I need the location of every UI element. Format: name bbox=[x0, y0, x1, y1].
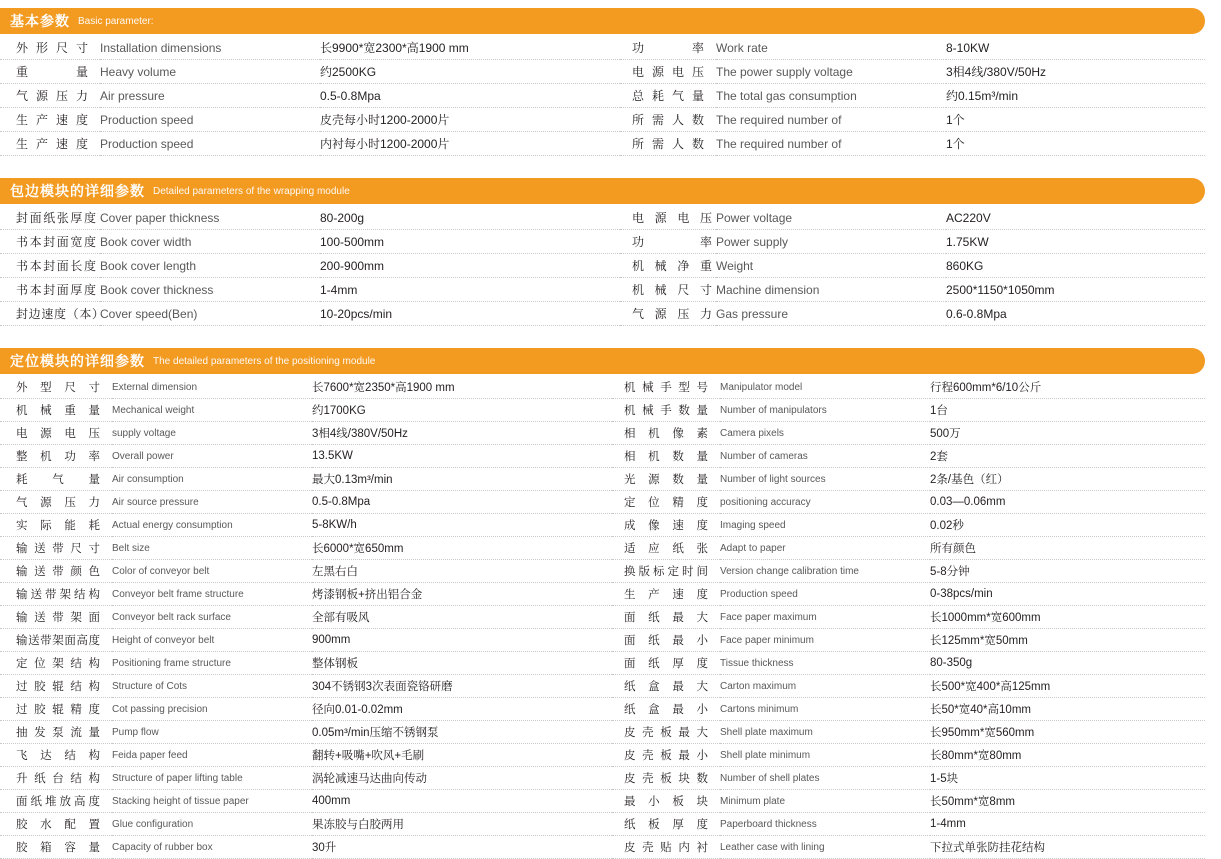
row-label-en: Cartons minimum bbox=[720, 698, 930, 721]
section-header-positioning bbox=[0, 348, 1205, 374]
row-label-en: Adapt to paper bbox=[720, 537, 930, 560]
row-value: 2套 bbox=[930, 445, 1205, 468]
row-label-en: Paperboard thickness bbox=[720, 813, 930, 836]
row-label-cn: 定位精度 bbox=[624, 497, 708, 509]
row-label-cn: 实际能耗 bbox=[16, 520, 100, 532]
table-row bbox=[0, 422, 1205, 445]
row-label-cn: 纸盒最小 bbox=[624, 704, 708, 716]
row-value: 烤漆钢板+挤出铝合金 bbox=[312, 583, 612, 606]
params-table-wrapping bbox=[0, 206, 1205, 326]
row-label-en: supply voltage bbox=[112, 422, 312, 445]
row-label-cn: 气源压力 bbox=[16, 497, 100, 509]
row-label-en: Air source pressure bbox=[112, 491, 312, 514]
row-value: 左黑右白 bbox=[312, 560, 612, 583]
row-value: 涡轮减速马达曲向传动 bbox=[312, 767, 612, 790]
table-row bbox=[0, 629, 1205, 652]
row-value: 80-350g bbox=[930, 652, 1205, 675]
table-row bbox=[0, 468, 1205, 491]
row-label-cn: 书本封面长度 bbox=[16, 259, 96, 273]
table-row bbox=[0, 813, 1205, 836]
row-label-en: Leather case with lining bbox=[720, 836, 930, 859]
row-label-cn: 机械手数量 bbox=[624, 405, 708, 417]
row-label-en: Conveyor belt frame structure bbox=[112, 583, 312, 606]
row-value: 0.5-0.8Mpa bbox=[320, 84, 620, 108]
row-label-en: Pump flow bbox=[112, 721, 312, 744]
row-label-en: Capacity of rubber box bbox=[112, 836, 312, 859]
row-label-cn: 光源数量 bbox=[624, 474, 708, 486]
row-value: 约1700KG bbox=[312, 399, 612, 422]
row-label-cn: 电源电压 bbox=[632, 211, 712, 225]
table-row bbox=[0, 514, 1205, 537]
row-label-en: Power supply bbox=[716, 230, 946, 254]
row-label-en: Actual energy consumption bbox=[112, 514, 312, 537]
row-value: 整体钢板 bbox=[312, 652, 612, 675]
row-label-cn: 过胶辊结构 bbox=[16, 681, 100, 693]
row-value: 下拉式单张防挂花结构 bbox=[930, 836, 1205, 859]
table-row bbox=[0, 675, 1205, 698]
row-value: 长950mm*宽560mm bbox=[930, 721, 1205, 744]
section-title-cn: 定位模块的详细参数 bbox=[10, 353, 145, 369]
row-label-cn: 功 率 bbox=[632, 235, 712, 249]
row-value: 1个 bbox=[946, 132, 1205, 156]
row-label-cn: 适应纸张 bbox=[624, 543, 708, 555]
row-label-en: Air pressure bbox=[100, 84, 320, 108]
row-label-en: Height of conveyor belt bbox=[112, 629, 312, 652]
row-value: 5-8KW/h bbox=[312, 514, 612, 537]
row-label-cn: 定位架结构 bbox=[16, 658, 100, 670]
row-value: 0-38pcs/min bbox=[930, 583, 1205, 606]
row-label-cn: 所需人数 bbox=[632, 113, 704, 127]
row-value: 0.05m³/min压缩不锈钢泵 bbox=[312, 721, 612, 744]
row-label-en: Installation dimensions bbox=[100, 36, 320, 60]
table-row bbox=[0, 606, 1205, 629]
row-value: 长6000*宽650mm bbox=[312, 537, 612, 560]
row-label-en: Number of light sources bbox=[720, 468, 930, 491]
row-label-cn: 书本封面厚度 bbox=[16, 283, 96, 297]
row-label-cn: 面纸堆放高度 bbox=[16, 796, 100, 808]
row-value: 约0.15m³/min bbox=[946, 84, 1205, 108]
spec-sheet-page bbox=[0, 8, 1221, 859]
row-value: 1-5块 bbox=[930, 767, 1205, 790]
row-label-cn: 耗气量 bbox=[16, 474, 100, 486]
row-value: 0.03—0.06mm bbox=[930, 491, 1205, 514]
row-label-en: Work rate bbox=[716, 36, 946, 60]
row-label-cn: 纸板厚度 bbox=[624, 819, 708, 831]
row-label-en: The required number of bbox=[716, 132, 946, 156]
row-label-cn: 皮壳板最大 bbox=[624, 727, 708, 739]
row-value: 长80mm*宽80mm bbox=[930, 744, 1205, 767]
table-row bbox=[0, 491, 1205, 514]
row-value: 长1000mm*宽600mm bbox=[930, 606, 1205, 629]
section-title-cn: 包边模块的详细参数 bbox=[10, 183, 145, 199]
section-header-wrapping bbox=[0, 178, 1205, 204]
row-label-en: Book cover width bbox=[100, 230, 320, 254]
row-label-en: Machine dimension bbox=[716, 278, 946, 302]
row-label-en: The total gas consumption bbox=[716, 84, 946, 108]
row-value: 0.5-0.8Mpa bbox=[312, 491, 612, 514]
row-label-cn: 功 率 bbox=[632, 41, 704, 55]
row-label-en: Power voltage bbox=[716, 206, 946, 230]
row-label-en: Overall power bbox=[112, 445, 312, 468]
row-label-en: Glue configuration bbox=[112, 813, 312, 836]
table-row bbox=[0, 583, 1205, 606]
row-label-en: Cover speed(Ben) bbox=[100, 302, 320, 326]
row-value: 最大0.13m³/min bbox=[312, 468, 612, 491]
row-label-cn: 机械尺寸 bbox=[632, 283, 712, 297]
row-value: 8-10KW bbox=[946, 36, 1205, 60]
row-label-cn: 过胶辊精度 bbox=[16, 704, 100, 716]
row-value: 1个 bbox=[946, 108, 1205, 132]
row-label-en: Cover paper thickness bbox=[100, 206, 320, 230]
table-row bbox=[0, 376, 1205, 399]
row-value: 皮壳每小时1200-2000片 bbox=[320, 108, 620, 132]
row-label-cn: 相机数量 bbox=[624, 451, 708, 463]
row-label-en: Shell plate maximum bbox=[720, 721, 930, 744]
row-value: 长7600*宽2350*高1900 mm bbox=[312, 376, 612, 399]
row-value: 304不锈钢3次表面瓷铬研磨 bbox=[312, 675, 612, 698]
row-label-cn: 输送带架面 bbox=[16, 612, 100, 624]
row-label-en: Structure of paper lifting table bbox=[112, 767, 312, 790]
row-label-en: Mechanical weight bbox=[112, 399, 312, 422]
row-label-en: Imaging speed bbox=[720, 514, 930, 537]
row-label-en: Feida paper feed bbox=[112, 744, 312, 767]
row-label-cn: 生产速度 bbox=[16, 137, 88, 151]
row-label-en: Tissue thickness bbox=[720, 652, 930, 675]
table-row bbox=[0, 254, 1205, 278]
row-value: 1-4mm bbox=[930, 813, 1205, 836]
row-label-en: Face paper minimum bbox=[720, 629, 930, 652]
table-row bbox=[0, 206, 1205, 230]
row-value: 翻转+吸嘴+吹风+毛刷 bbox=[312, 744, 612, 767]
row-label-en: Weight bbox=[716, 254, 946, 278]
row-value: 1.75KW bbox=[946, 230, 1205, 254]
table-row bbox=[0, 132, 1205, 156]
row-label-en: Face paper maximum bbox=[720, 606, 930, 629]
row-label-en: Version change calibration time bbox=[720, 560, 930, 583]
table-row bbox=[0, 302, 1205, 326]
row-label-cn: 总耗气量 bbox=[632, 89, 704, 103]
row-value: 长500*宽400*高125mm bbox=[930, 675, 1205, 698]
row-label-cn: 皮壳板块数 bbox=[624, 773, 708, 785]
row-label-cn: 输送带尺寸 bbox=[16, 543, 100, 555]
table-row bbox=[0, 36, 1205, 60]
row-label-en: Camera pixels bbox=[720, 422, 930, 445]
row-value: 0.6-0.8Mpa bbox=[946, 302, 1205, 326]
row-label-en: Book cover length bbox=[100, 254, 320, 278]
section-title-en: Detailed parameters of the wrapping module bbox=[153, 185, 350, 197]
row-value: 长125mm*宽50mm bbox=[930, 629, 1205, 652]
row-label-en: Structure of Cots bbox=[112, 675, 312, 698]
row-label-cn: 外形尺寸 bbox=[16, 41, 88, 55]
row-label-en: Number of shell plates bbox=[720, 767, 930, 790]
row-label-cn: 皮壳贴内衬 bbox=[624, 842, 708, 854]
row-value: 30升 bbox=[312, 836, 612, 859]
row-value: 2500*1150*1050mm bbox=[946, 278, 1205, 302]
row-label-cn: 胶水配置 bbox=[16, 819, 100, 831]
row-value: 100-500mm bbox=[320, 230, 620, 254]
row-label-cn: 输送带颜色 bbox=[16, 566, 100, 578]
row-value: 行程600mm*6/10公斤 bbox=[930, 376, 1205, 399]
table-row bbox=[0, 399, 1205, 422]
row-label-en: Production speed bbox=[100, 108, 320, 132]
row-label-cn: 面纸最小 bbox=[624, 635, 708, 647]
row-label-cn: 飞达结构 bbox=[16, 750, 100, 762]
row-label-en: Shell plate minimum bbox=[720, 744, 930, 767]
row-value: 长50mm*宽8mm bbox=[930, 790, 1205, 813]
row-value: 0.02秒 bbox=[930, 514, 1205, 537]
row-label-en: Number of manipulators bbox=[720, 399, 930, 422]
row-value: 长9900*宽2300*高1900 mm bbox=[320, 36, 620, 60]
table-row bbox=[0, 698, 1205, 721]
row-label-cn: 相机像素 bbox=[624, 428, 708, 440]
row-value: 3相4线/380V/50Hz bbox=[312, 422, 612, 445]
row-label-en: Production speed bbox=[720, 583, 930, 606]
row-label-cn: 换版标定时间 bbox=[624, 566, 708, 578]
row-label-en: positioning accuracy bbox=[720, 491, 930, 514]
table-row bbox=[0, 537, 1205, 560]
row-label-cn: 升纸台结构 bbox=[16, 773, 100, 785]
row-label-cn: 气源压力 bbox=[16, 89, 88, 103]
row-value: AC220V bbox=[946, 206, 1205, 230]
row-label-en: Minimum plate bbox=[720, 790, 930, 813]
row-label-cn: 所需人数 bbox=[632, 137, 704, 151]
row-label-en: Color of conveyor belt bbox=[112, 560, 312, 583]
row-label-en: Heavy volume bbox=[100, 60, 320, 84]
row-value: 全部有吸风 bbox=[312, 606, 612, 629]
row-label-cn: 面纸厚度 bbox=[624, 658, 708, 670]
row-label-cn: 重 量 bbox=[16, 65, 88, 79]
row-label-en: Belt size bbox=[112, 537, 312, 560]
row-label-en: Number of cameras bbox=[720, 445, 930, 468]
row-value: 果冻胶与白胶两用 bbox=[312, 813, 612, 836]
row-value: 约2500KG bbox=[320, 60, 620, 84]
params-table-basic bbox=[0, 36, 1205, 156]
row-label-cn: 整机功率 bbox=[16, 451, 100, 463]
table-row bbox=[0, 60, 1205, 84]
row-value: 所有颜色 bbox=[930, 537, 1205, 560]
table-row bbox=[0, 790, 1205, 813]
row-label-cn: 生产速度 bbox=[16, 113, 88, 127]
row-label-en: The required number of bbox=[716, 108, 946, 132]
row-label-en: Conveyor belt rack surface bbox=[112, 606, 312, 629]
row-label-cn: 最小板块 bbox=[624, 796, 708, 808]
table-row bbox=[0, 836, 1205, 859]
row-value: 1台 bbox=[930, 399, 1205, 422]
row-label-en: Stacking height of tissue paper bbox=[112, 790, 312, 813]
row-label-cn: 书本封面宽度 bbox=[16, 235, 96, 249]
row-label-cn: 机械净重 bbox=[632, 259, 712, 273]
row-label-en: Manipulator model bbox=[720, 376, 930, 399]
row-label-cn: 生产速度 bbox=[624, 589, 708, 601]
row-value: 200-900mm bbox=[320, 254, 620, 278]
row-label-cn: 封边速度（本） bbox=[16, 307, 104, 321]
row-label-en: Carton maximum bbox=[720, 675, 930, 698]
row-label-en: Cot passing precision bbox=[112, 698, 312, 721]
row-value: 500万 bbox=[930, 422, 1205, 445]
table-row bbox=[0, 445, 1205, 468]
row-label-en: External dimension bbox=[112, 376, 312, 399]
table-row bbox=[0, 721, 1205, 744]
row-value: 400mm bbox=[312, 790, 612, 813]
section-title-en: Basic parameter: bbox=[78, 15, 154, 27]
row-label-cn: 胶箱容量 bbox=[16, 842, 100, 854]
row-label-cn: 纸盒最大 bbox=[624, 681, 708, 693]
section-title-cn: 基本参数 bbox=[10, 13, 70, 29]
row-label-en: Production speed bbox=[100, 132, 320, 156]
row-value: 900mm bbox=[312, 629, 612, 652]
table-row bbox=[0, 230, 1205, 254]
row-label-cn: 成像速度 bbox=[624, 520, 708, 532]
table-row bbox=[0, 84, 1205, 108]
section-title-en: The detailed parameters of the positioning module bbox=[153, 355, 376, 367]
row-label-en: Positioning frame structure bbox=[112, 652, 312, 675]
section-header-basic bbox=[0, 8, 1205, 34]
table-row bbox=[0, 744, 1205, 767]
row-value: 10-20pcs/min bbox=[320, 302, 620, 326]
table-row bbox=[0, 767, 1205, 790]
row-label-cn: 封面纸张厚度 bbox=[16, 211, 96, 225]
row-label-cn: 输送带架结构 bbox=[16, 589, 100, 601]
row-label-cn: 电源电压 bbox=[632, 65, 704, 79]
row-label-cn: 皮壳板最小 bbox=[624, 750, 708, 762]
row-value: 13.5KW bbox=[312, 445, 612, 468]
row-label-cn: 机械手型号 bbox=[624, 382, 708, 394]
row-value: 2条/基色（红） bbox=[930, 468, 1205, 491]
row-label-cn: 面纸最大 bbox=[624, 612, 708, 624]
params-table-positioning bbox=[0, 376, 1205, 859]
row-value: 3相4线/380V/50Hz bbox=[946, 60, 1205, 84]
row-value: 860KG bbox=[946, 254, 1205, 278]
row-value: 1-4mm bbox=[320, 278, 620, 302]
row-value: 80-200g bbox=[320, 206, 620, 230]
table-row bbox=[0, 108, 1205, 132]
row-label-cn: 输送带架面高度 bbox=[16, 635, 100, 647]
row-label-cn: 抽发泵流量 bbox=[16, 727, 100, 739]
row-value: 径向0.01-0.02mm bbox=[312, 698, 612, 721]
row-label-cn: 外型尺寸 bbox=[16, 382, 100, 394]
table-row bbox=[0, 278, 1205, 302]
row-value: 长50*宽40*高10mm bbox=[930, 698, 1205, 721]
row-label-en: The power supply voltage bbox=[716, 60, 946, 84]
row-label-cn: 电源电压 bbox=[16, 428, 100, 440]
row-value: 内衬每小时1200-2000片 bbox=[320, 132, 620, 156]
row-label-en: Book cover thickness bbox=[100, 278, 320, 302]
row-value: 5-8分钟 bbox=[930, 560, 1205, 583]
row-label-cn: 气源压力 bbox=[632, 307, 712, 321]
row-label-en: Gas pressure bbox=[716, 302, 946, 326]
row-label-en: Air consumption bbox=[112, 468, 312, 491]
row-label-cn: 机械重量 bbox=[16, 405, 100, 417]
table-row bbox=[0, 560, 1205, 583]
table-row bbox=[0, 652, 1205, 675]
